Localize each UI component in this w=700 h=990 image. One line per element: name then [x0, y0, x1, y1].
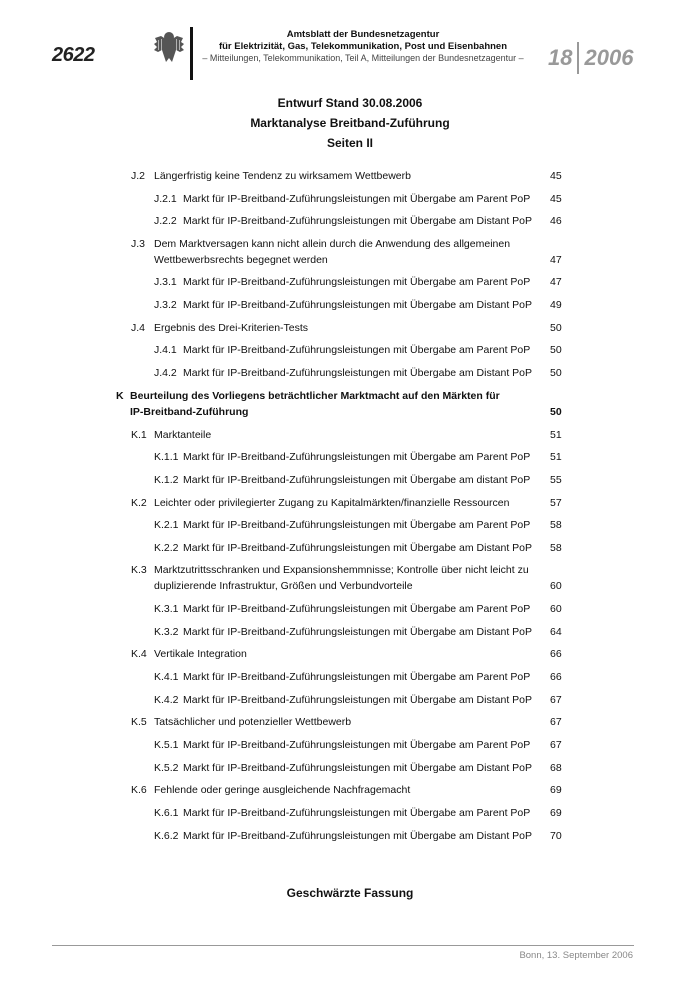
toc-text: Markt für IP-Breitband-Zuführungsleistungen mit Übergabe am distant PoP: [183, 474, 531, 486]
toc-number: J.4: [131, 322, 146, 334]
toc-page-number: 60: [550, 603, 562, 615]
toc-number: K.2: [131, 497, 147, 509]
toc-number: K.3.2: [154, 626, 179, 638]
header-divider: [190, 27, 193, 80]
toc-number: K.6.1: [154, 807, 179, 819]
toc-number: J.2: [131, 170, 146, 182]
toc-number: K.4.2: [154, 694, 179, 706]
toc-number: K.6.2: [154, 830, 179, 842]
toc-text: Marktzutrittsschranken und Expansionshemmnisse; Kontrolle über nicht leicht zu: [154, 564, 529, 576]
toc-number: K.6: [131, 784, 147, 796]
main-title: Marktanalyse Breitband-Zuführung: [250, 116, 450, 130]
toc-text: Markt für IP-Breitband-Zuführungsleistungen mit Übergabe am Parent PoP: [183, 276, 531, 288]
journal-header: [196, 29, 530, 65]
toc-number: K.5: [131, 716, 147, 728]
toc-text: Markt für IP-Breitband-Zuführungsleistungen mit Übergabe am Distant PoP: [183, 367, 532, 379]
page-number: 2622: [52, 44, 95, 66]
toc-text: Marktanteile: [154, 429, 212, 441]
toc-number: J.4.1: [154, 344, 177, 356]
toc-text: Markt für IP-Breitband-Zuführungsleistungen mit Übergabe am Distant PoP: [183, 830, 532, 842]
toc-number: J.3.2: [154, 299, 177, 311]
toc-text: Beurteilung des Vorliegens beträchtlicher Marktmacht auf den Märkten für: [130, 390, 500, 402]
toc-number: K: [116, 390, 124, 402]
toc-page-number: 67: [550, 739, 562, 751]
toc-number: J.3.1: [154, 276, 177, 288]
toc-page-number: 60: [550, 580, 562, 592]
toc-page-number: 45: [550, 170, 562, 182]
toc-page-number: 46: [550, 215, 562, 227]
federal-eagle-icon: [152, 28, 186, 66]
toc-page-number: 50: [550, 367, 562, 379]
toc-number: K.3: [131, 564, 147, 576]
toc-page-number: 45: [550, 193, 562, 205]
toc-text: Längerfristig keine Tendenz zu wirksamem Wettbewerb: [154, 170, 411, 182]
toc-page-number: 67: [550, 716, 562, 728]
toc-page-number: 64: [550, 626, 562, 638]
toc-text: Markt für IP-Breitband-Zuführungsleistungen mit Übergabe am Distant PoP: [183, 542, 532, 554]
issue-marker: [548, 42, 633, 74]
journal-subtitle: für Elektrizität, Gas, Telekommunikation, Post und Eisenbahnen: [218, 40, 508, 52]
toc-text-continued: duplizierende Infrastruktur, Größen und Verbundvorteile: [154, 580, 413, 592]
toc-text: Ergebnis des Drei-Kriterien-Tests: [154, 322, 309, 334]
toc-text: Markt für IP-Breitband-Zuführungsleistungen mit Übergabe am Distant PoP: [183, 299, 532, 311]
toc-page-number: 70: [550, 830, 562, 842]
toc-text: Markt für IP-Breitband-Zuführungsleistungen mit Übergabe am Parent PoP: [183, 603, 531, 615]
toc-text: Markt für IP-Breitband-Zuführungsleistungen mit Übergabe am Parent PoP: [183, 451, 531, 463]
toc-number: K.5.1: [154, 739, 179, 751]
toc-page-number: 47: [550, 276, 562, 288]
toc-text: Markt für IP-Breitband-Zuführungsleistungen mit Übergabe am Distant PoP: [183, 694, 532, 706]
toc-number: J.3: [131, 238, 146, 250]
toc-text-continued: Wettbewerbsrechts begegnet werden: [154, 254, 328, 266]
toc-text: Fehlende oder geringe ausgleichende Nachfragemacht: [154, 784, 411, 796]
toc-page-number: 66: [550, 648, 562, 660]
toc-number: K.3.1: [154, 603, 179, 615]
draft-title: Entwurf Stand 30.08.2006: [277, 96, 423, 110]
toc-page-number: 58: [550, 519, 562, 531]
footer-title: Geschwärzte Fassung: [286, 886, 414, 900]
issue-year: 2006: [584, 45, 634, 70]
toc-page-number: 47: [550, 254, 562, 266]
footer-divider: [52, 945, 634, 946]
toc-text: Markt für IP-Breitband-Zuführungsleistungen mit Übergabe am Parent PoP: [183, 807, 531, 819]
journal-title: Amtsblatt der Bundesnetzagentur: [286, 29, 440, 40]
toc-page-number: 69: [550, 807, 562, 819]
toc-page-number: 68: [550, 762, 562, 774]
toc-number: K.1.1: [154, 451, 179, 463]
toc-number: K.1.2: [154, 474, 179, 486]
toc-number: K.2.1: [154, 519, 179, 531]
journal-section: – Mitteilungen, Telekommunikation, Teil A, Mitteilungen der Bundesnetzagentur –: [202, 53, 524, 63]
toc-number: J.2.2: [154, 215, 177, 227]
toc-page-number: 50: [550, 344, 562, 356]
toc-number: K.2.2: [154, 542, 179, 554]
toc-number: K.4: [131, 648, 147, 660]
toc-number: J.4.2: [154, 367, 177, 379]
toc-text: Leichter oder privilegierter Zugang zu Kapitalmärkten/finanzielle Ressourcen: [154, 497, 510, 509]
document-titles: [0, 93, 700, 153]
toc-page-number: 51: [550, 451, 562, 463]
toc-number: J.2.1: [154, 193, 177, 205]
toc-text: Markt für IP-Breitband-Zuführungsleistungen mit Übergabe am Distant PoP: [183, 215, 532, 227]
toc-number: K.5.2: [154, 762, 179, 774]
toc-text: Markt für IP-Breitband-Zuführungsleistungen mit Übergabe am Parent PoP: [183, 519, 531, 531]
toc-page-number: 50: [550, 322, 562, 334]
toc-page-number: 69: [550, 784, 562, 796]
sub-title: Seiten II: [326, 136, 373, 150]
toc-page-number: 51: [550, 429, 562, 441]
toc-text: Markt für IP-Breitband-Zuführungsleistungen mit Übergabe am Parent PoP: [183, 671, 531, 683]
footer-date: Bonn, 13. September 2006: [519, 950, 633, 961]
toc-text: Markt für IP-Breitband-Zuführungsleistungen mit Übergabe am Distant PoP: [183, 762, 532, 774]
toc-page-number: 58: [550, 542, 562, 554]
toc-page-number: 66: [550, 671, 562, 683]
toc-page-number: 50: [550, 406, 562, 418]
toc-text: Markt für IP-Breitband-Zuführungsleistungen mit Übergabe am Distant PoP: [183, 626, 532, 638]
toc-text: Dem Marktversagen kann nicht allein durch die Anwendung des allgemeinen: [154, 238, 511, 250]
toc-number: K.1: [131, 429, 147, 441]
toc-page-number: 55: [550, 474, 562, 486]
toc-page-number: 67: [550, 694, 562, 706]
toc-text: Markt für IP-Breitband-Zuführungsleistungen mit Übergabe am Parent PoP: [183, 193, 531, 205]
toc-text: Markt für IP-Breitband-Zuführungsleistungen mit Übergabe am Parent PoP: [183, 344, 531, 356]
toc-text-continued: IP-Breitband-Zuführung: [130, 406, 249, 418]
toc-page-number: 49: [550, 299, 562, 311]
toc-text: Tatsächlicher und potenzieller Wettbewerb: [154, 716, 352, 728]
issue-number: 18: [548, 45, 573, 70]
toc-page-number: 57: [550, 497, 562, 509]
toc-text: Vertikale Integration: [154, 648, 247, 660]
toc-text: Markt für IP-Breitband-Zuführungsleistungen mit Übergabe am Parent PoP: [183, 739, 531, 751]
toc-number: K.4.1: [154, 671, 179, 683]
issue-divider: [577, 42, 579, 74]
